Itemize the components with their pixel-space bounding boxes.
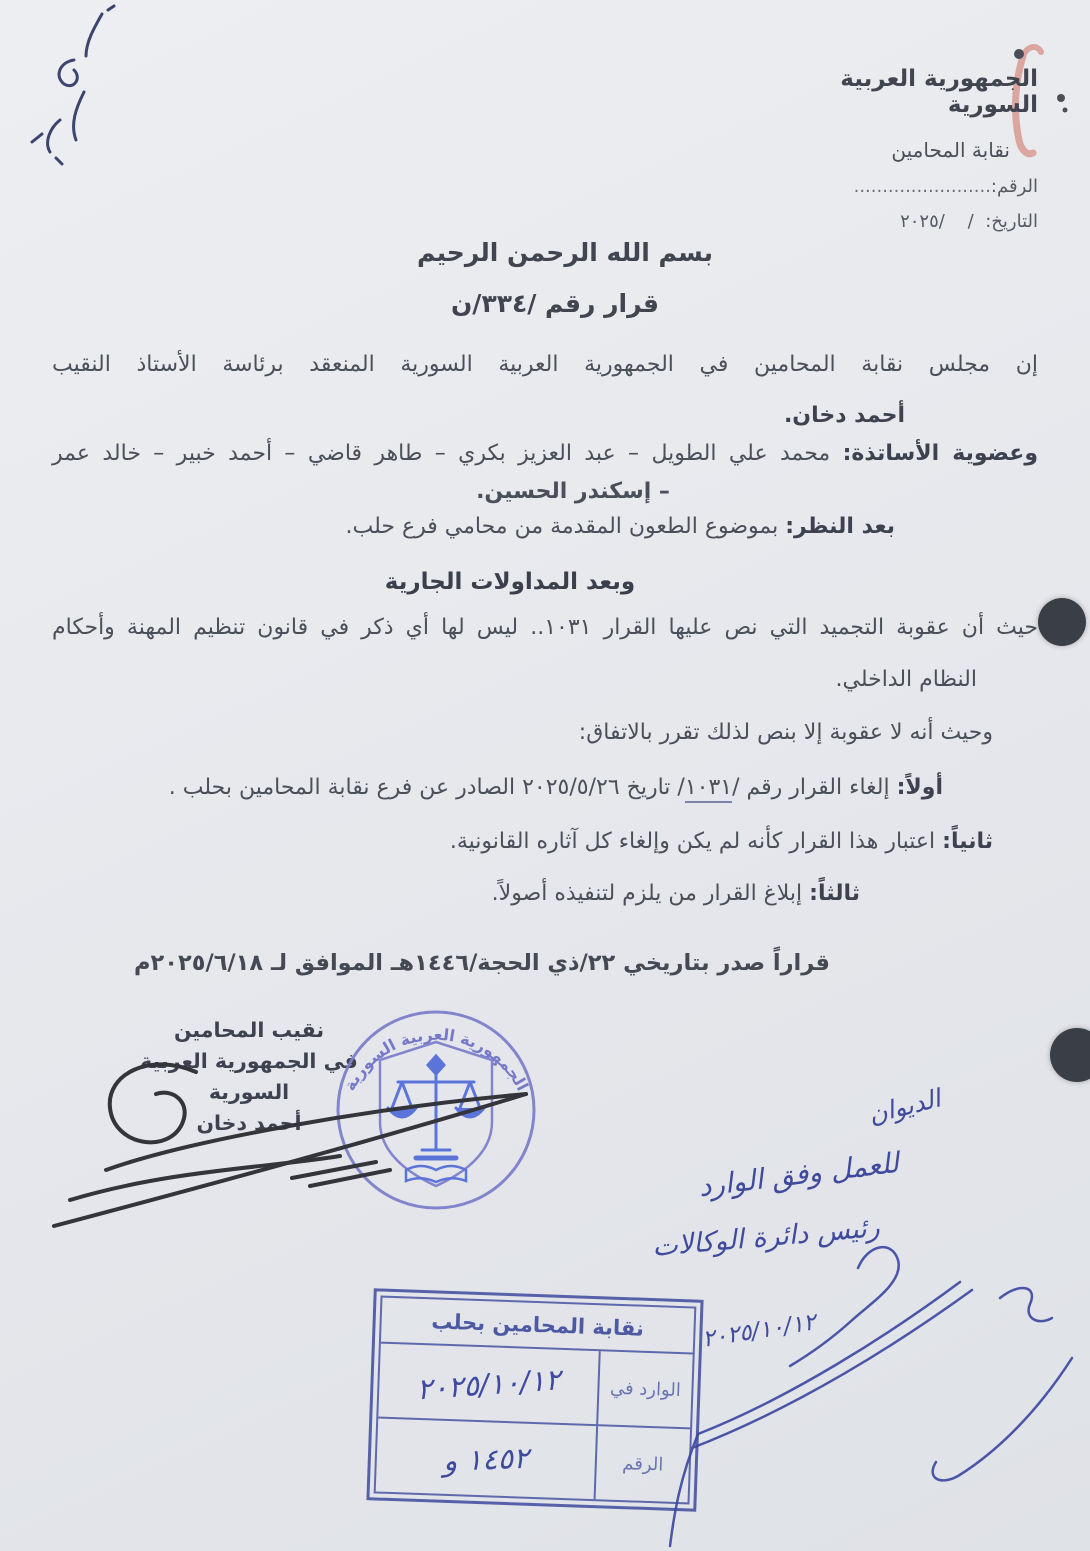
letterhead-date-line <box>748 211 1038 232</box>
received-stamp <box>366 1288 703 1511</box>
signature-republic: في الجمهورية العربية السورية <box>140 1049 358 1104</box>
membership-line <box>52 441 1038 466</box>
handwritten-note-3: رئيس دائرة الوكالات <box>651 1212 881 1263</box>
decision-item-2 <box>450 829 993 854</box>
punch-hole <box>1050 1028 1090 1082</box>
handwritten-date-note: ٢٠٢٥/١٠/١٢ <box>700 1309 818 1353</box>
ink-dot <box>1063 108 1068 113</box>
letterhead-republic: الجمهورية العربية السورية <box>840 66 1038 118</box>
decision-number-title: قرار رقم /٣٣٤/ن <box>450 289 660 318</box>
number-dots: ........................ <box>853 176 991 197</box>
whereas-line-1: حيث أن عقوبة التجميد التي نص عليها القرار ١٠٣١.. ليس لها أي ذكر في قانون تنظيم المهنة وأحكام <box>52 615 1039 640</box>
received-stamp-inner <box>374 1296 697 1505</box>
membership-continued-line: – إسكندر الحسين. <box>476 479 670 504</box>
ink-dot <box>1057 94 1065 102</box>
item-2-label: ثانياً: <box>942 829 993 854</box>
item-1-number: ١٠٣١ <box>685 775 732 803</box>
item-1-label: أولاً: <box>896 775 943 800</box>
signature-title: نقيب المحامين <box>173 1018 325 1042</box>
membership-names: محمد علي الطويل – عبد العزيز بكري – طاهر قاضي – أحمد خبير – خالد عمر <box>52 441 831 466</box>
item-1-text-before: إلغاء القرار رقم / <box>732 775 890 800</box>
whereas-line-1-continued: النظام الداخلي. <box>835 667 977 692</box>
review-line <box>346 514 895 539</box>
item-3-label: ثالثاً: <box>809 881 860 906</box>
basmala-title: بسم الله الرحمن الرحيم <box>417 238 713 267</box>
received-date-value: ٢٠٢٥/١٠/١٢ <box>415 1361 562 1406</box>
corner-scribble-handwriting <box>16 2 128 170</box>
review-text: بموضوع الطعون المقدمة من محامي فرع حلب. <box>345 514 779 539</box>
date-label: التاريخ: <box>985 211 1038 232</box>
membership-label: وعضوية الأساتذة: <box>842 441 1039 466</box>
received-stamp-number-row <box>376 1419 690 1503</box>
council-line: إن مجلس نقابة المحامين في الجمهورية العربية السورية المنعقد برئاسة الأستاذ النقيب <box>52 352 1038 377</box>
president-signature <box>10 1050 590 1250</box>
letterhead <box>748 66 1038 232</box>
signature-name: أحمد دخان <box>196 1111 302 1135</box>
handwritten-signature-flourish <box>640 1238 1090 1551</box>
decision-item-1 <box>169 775 943 800</box>
round-stamp-ring-text: الجمهورية العربية السورية <box>339 1024 533 1094</box>
whereas-line-2: وحيث أنه لا عقوبة إلا بنص لذلك تقرر بالاتفاق: <box>578 720 993 745</box>
issued-date-line: قراراً صدر بتاريخي ٢٢/ذي الحجة/١٤٤٦هـ الموافق لـ ٢٠٢٥/٦/١٨م <box>134 950 830 976</box>
review-label: بعد النظر: <box>785 514 895 539</box>
president-name-line: أحمد دخان. <box>783 403 905 428</box>
punch-hole <box>1038 598 1086 646</box>
number-label: الرقم: <box>990 176 1038 197</box>
received-label: الوارد في <box>596 1351 692 1427</box>
item-3-text: إبلاغ القرار من يلزم لتنفيذه أصولاً. <box>491 881 803 906</box>
received-number-value: ١٤٥٢ و <box>442 1440 530 1478</box>
deliberations-heading: وبعد المداولات الجارية <box>384 569 636 595</box>
ink-dot <box>1014 49 1024 59</box>
received-stamp-title: نقابة المحامين بحلب <box>381 1298 694 1355</box>
item-1-text-after: / تاريخ ٢٠٢٥/٥/٢٦ الصادر عن فرع نقابة المحامين بحلب . <box>168 775 685 800</box>
date-value: / /٢٠٢٥ <box>900 211 986 232</box>
letterhead-bar-association: نقابة المحامين <box>891 138 1010 162</box>
item-2-text: اعتبار هذا القرار كأنه لم يكن وإلغاء كل آثاره القانونية. <box>449 829 936 854</box>
handwritten-note-2: للعمل وفق الوارد <box>696 1145 901 1204</box>
decision-item-3 <box>492 881 860 906</box>
letterhead-number-line <box>748 176 1038 197</box>
received-number-label: الرقم <box>594 1426 690 1502</box>
received-stamp-date-row <box>378 1344 692 1430</box>
handwritten-note-1: الديوان <box>865 1083 944 1130</box>
